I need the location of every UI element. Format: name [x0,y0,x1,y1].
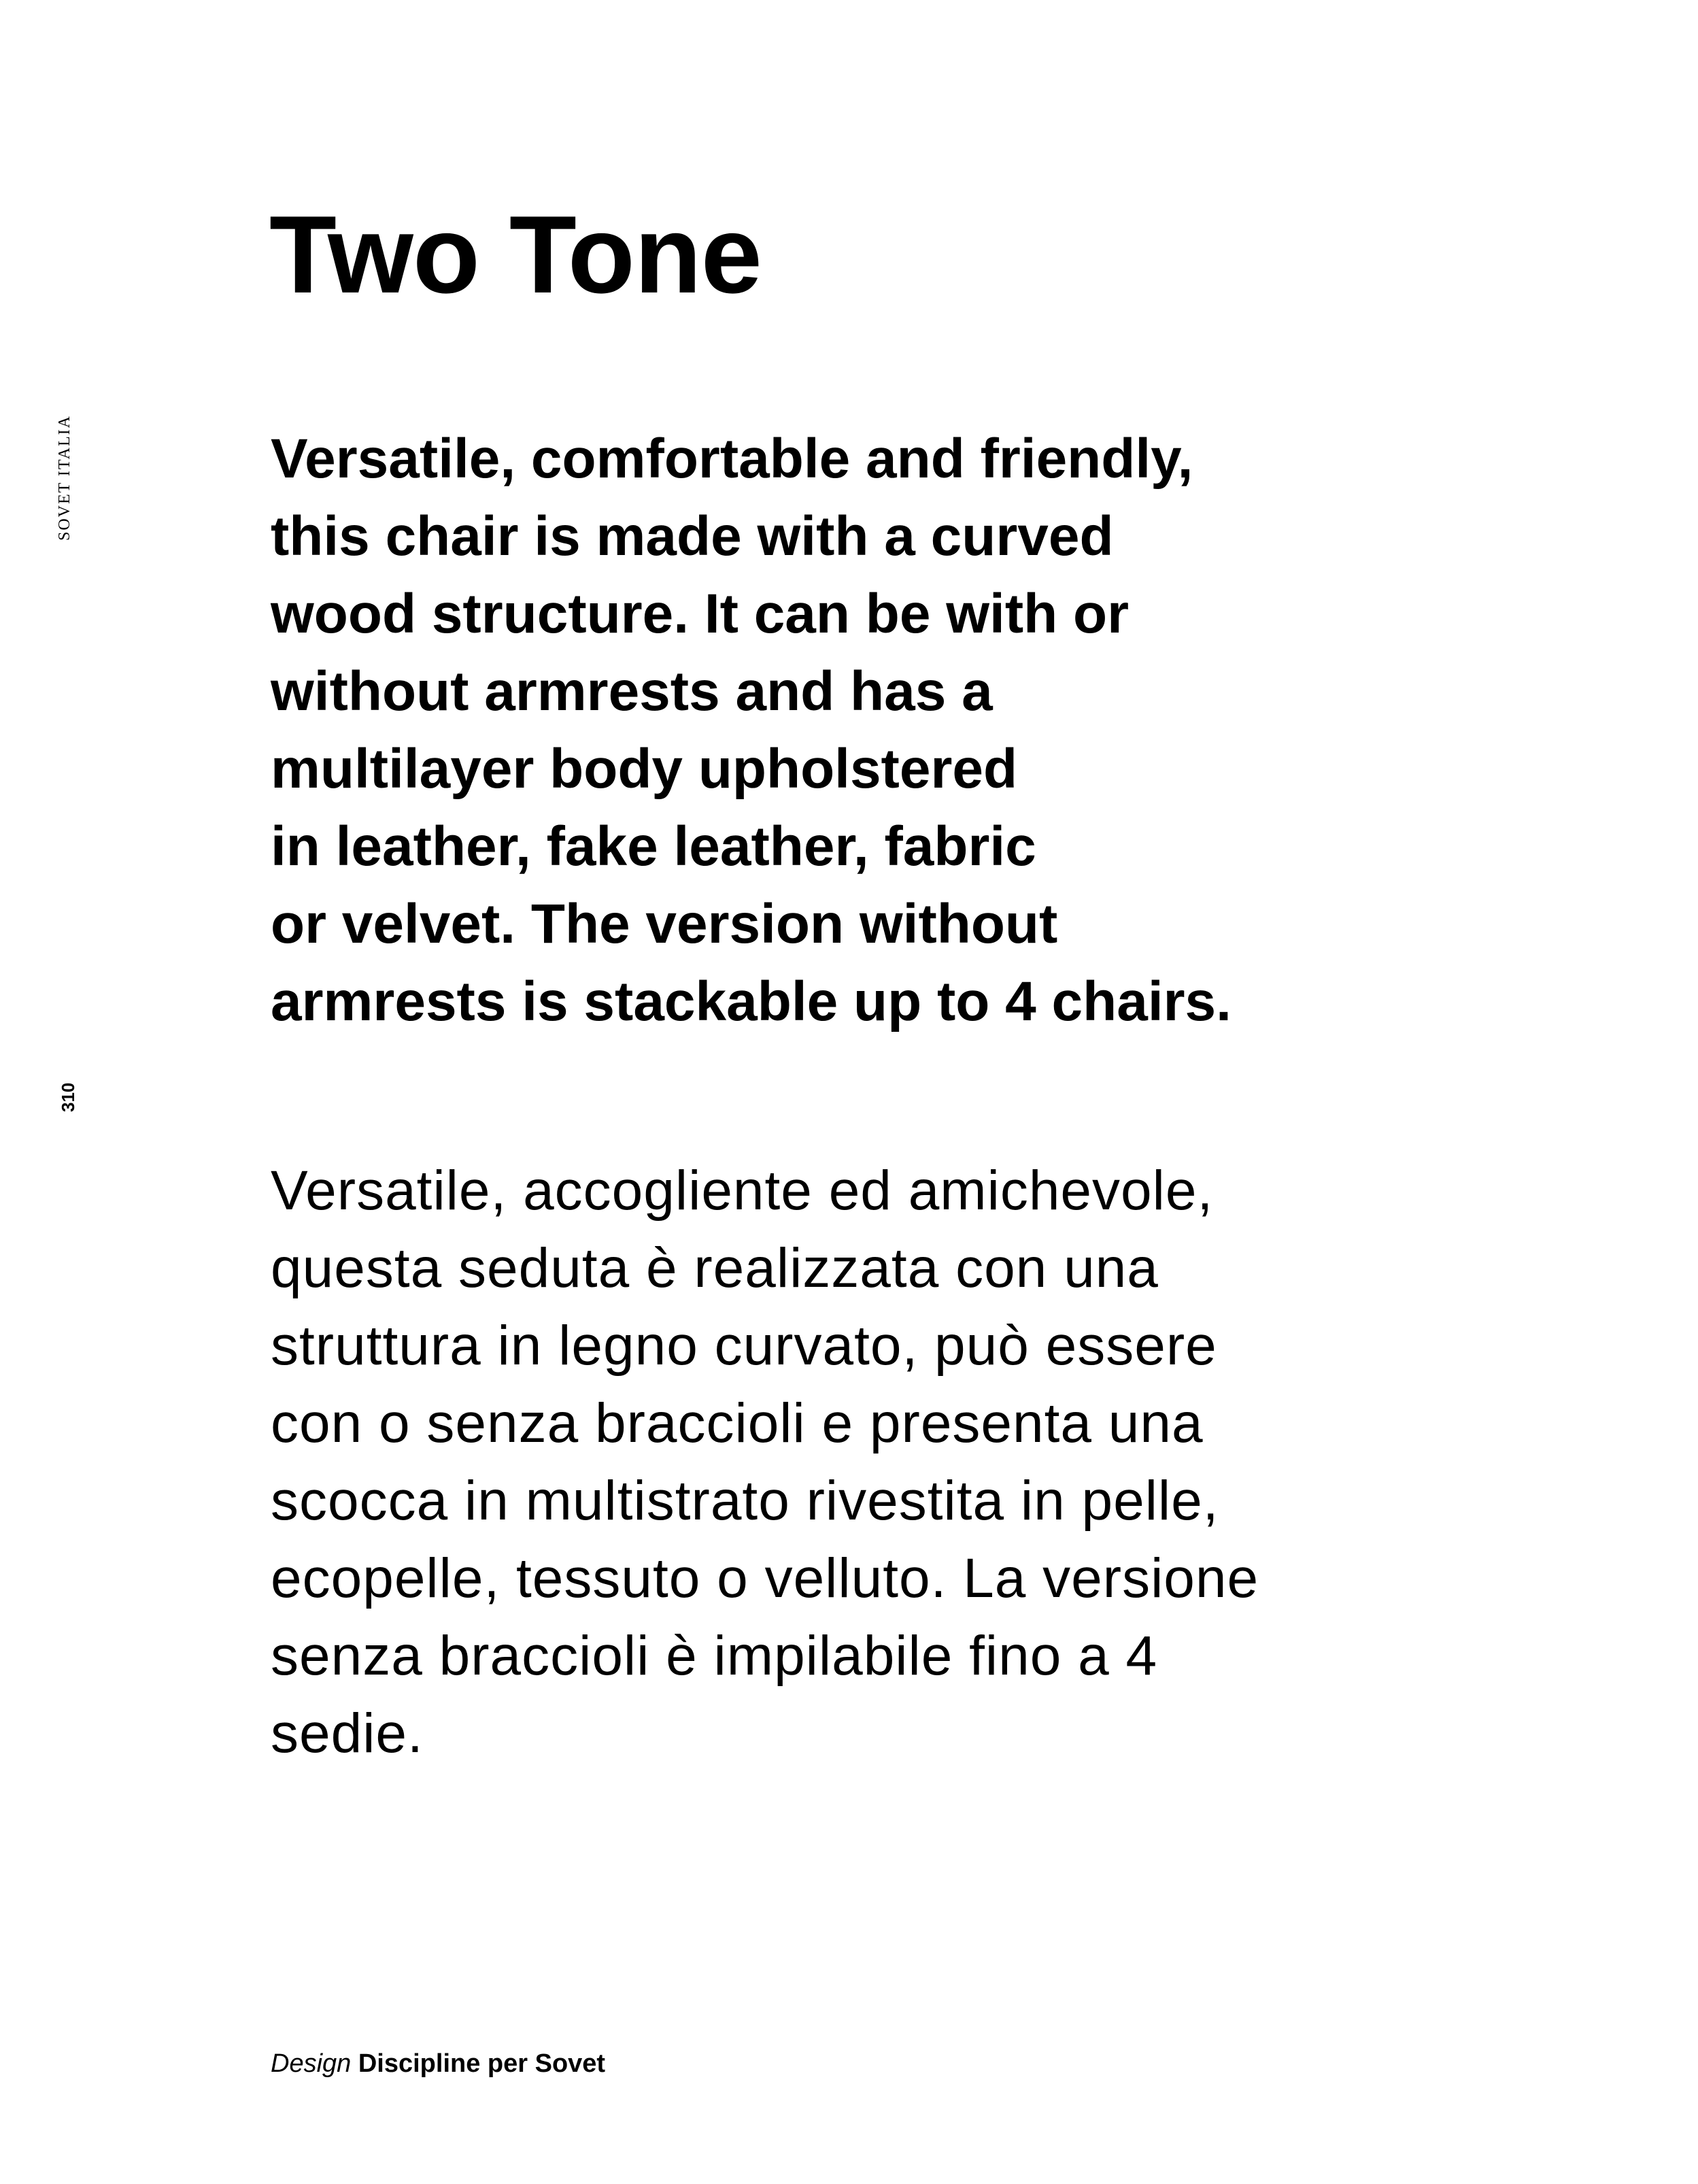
product-title: Two Tone [269,193,762,316]
description-italian-line: Versatile, accogliente ed amichevole, [271,1160,1214,1222]
description-english-line: without armrests and has a [271,660,993,722]
description-italian-line: struttura in legno curvato, può essere [271,1315,1217,1377]
description-english-line: armrests is stackable up to 4 chairs. [271,971,1232,1032]
description-english-line: multilayer body upholstered [271,738,1018,800]
description-english-line: or velvet. The version without [271,893,1058,955]
description-english [271,420,1563,1041]
description-italian-line: sedie. [271,1702,424,1764]
description-english-line: this chair is made with a curved [271,505,1114,567]
design-credit [271,2047,605,2080]
brand-name-vertical: SOVET ITALIA [56,415,73,541]
description-italian-line: scocca in multistrato rivestita in pelle, [271,1470,1219,1532]
description-italian [271,1152,1563,1773]
description-italian-line: questa seduta è realizzata con una [271,1237,1159,1299]
design-credit-label: Design [271,2049,352,2078]
description-english-line: wood structure. It can be with or [271,583,1129,645]
description-english-line: in leather, fake leather, fabric [271,816,1036,877]
page-number: 310 [58,1082,78,1112]
description-italian-line: con o senza braccioli e presenta una [271,1392,1204,1454]
designer-name: Discipline per Sovet [358,2049,606,2078]
description-italian-line: ecopelle, tessuto o velluto. La versione [271,1547,1259,1609]
description-italian-line: senza braccioli è impilabile fino a 4 [271,1625,1158,1687]
description-english-line: Versatile, comfortable and friendly, [271,428,1193,490]
